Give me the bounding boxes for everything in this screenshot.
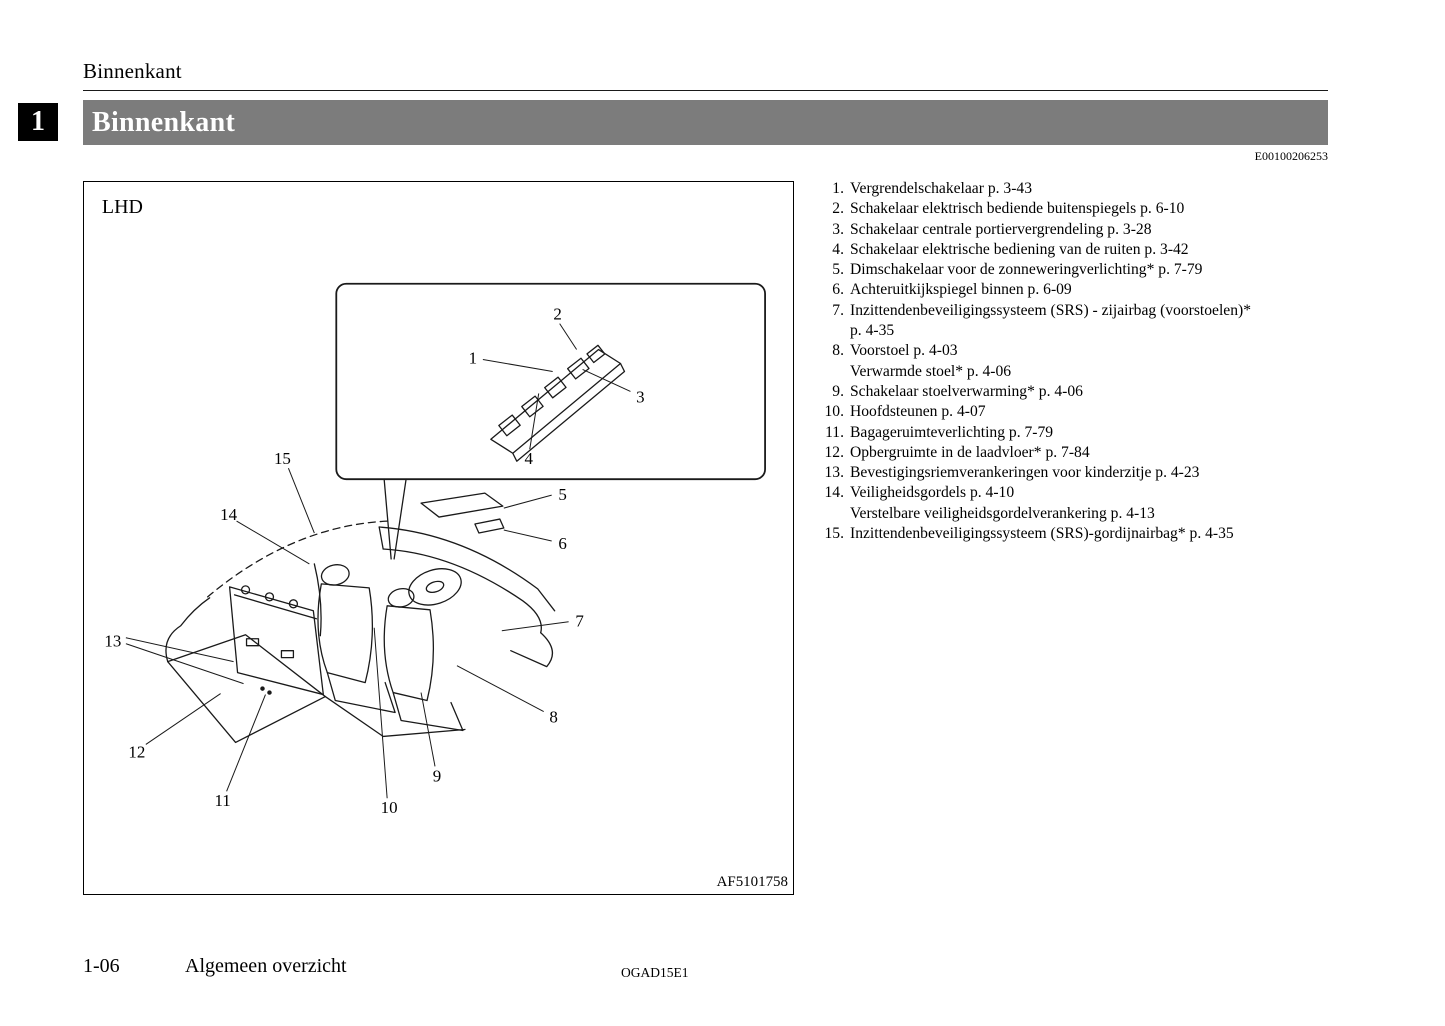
parts-list-item-number: 5. [832,261,844,279]
figure-callout-13: 13 [104,631,122,651]
figure-callout-12: 12 [128,742,146,762]
parts-list-item-line: Vergrendelschakelaar p. 3-43 [850,180,1032,197]
parts-list-item-number: 4. [832,240,844,258]
parts-list-item [816,443,1348,463]
parts-list-item-line: Schakelaar centrale portiervergrendeling p. 3-28 [850,220,1152,238]
parts-list-item-number: 14. [824,484,844,502]
parts-list-item-text [850,402,1348,422]
parts-list-item-text [850,463,1348,483]
parts-list-item-text [850,240,1348,260]
parts-list-item-line: Inzittendenbeveiligingssysteem (SRS)-gordijnairbag* p. 4-35 [850,525,1234,543]
child-seat-anchor [281,651,293,658]
parts-list [816,179,1348,544]
figure-callout-10: 10 [380,798,398,818]
figure-box [83,181,794,895]
figure-callout-6: 6 [558,533,567,553]
parts-list-item-number: 9. [832,382,844,400]
figure-callout-14: 14 [220,505,238,525]
figure-code: AF5101758 [716,874,789,891]
parts-list-item-text [850,199,1348,219]
parts-list-item-text [850,280,1348,300]
parts-list-item [816,423,1348,443]
section-banner-title: Binnenkant [92,106,236,138]
parts-list-item-text [850,179,1348,199]
parts-list-item-line: Inzittendenbeveiligingssysteem (SRS) - zijairbag (voorstoelen)* [850,301,1252,319]
parts-list-item-line: Voorstoel p. 4-03 [850,342,958,360]
parts-list-item [816,260,1348,280]
front-seat [384,606,433,701]
figure-drawing [84,182,793,894]
steering-wheel [404,562,466,611]
parts-list-item-number: 10. [824,403,844,421]
parts-list-item [816,240,1348,260]
parts-list-item-line: Schakelaar elektrisch bediende buitenspiegels p. 6-10 [850,200,1185,218]
parts-list-item [816,179,1348,199]
parts-list-item-text [850,524,1348,544]
callout-leader-lines [126,324,631,799]
parts-list-item-text [850,443,1348,463]
chapter-tab [18,103,58,141]
parts-list-item [816,341,1348,382]
figure-callout-7: 7 [575,611,584,631]
parts-list-item [816,402,1348,422]
front-seat [318,584,372,683]
parts-list-item-line: Hoofdsteunen p. 4-07 [850,403,986,421]
parts-list-item-number: 15. [824,525,844,543]
parts-list-item-line: Schakelaar elektrische bediening van de ruiten p. 3-42 [850,240,1189,258]
parts-list-item-line: Opbergruimte in de laadvloer* p. 7-84 [850,443,1090,461]
inset-connector-lines [384,479,406,559]
footer-section-title: Algemeen overzicht [185,955,347,977]
figure-variant-label: LHD [101,195,143,218]
parts-list-item [816,220,1348,240]
folded-rear-seatback [230,587,324,695]
figure-callout-15: 15 [273,449,291,469]
door-panel [511,633,553,667]
figure-callout-2: 2 [553,304,562,324]
window-switch-panel [491,345,625,461]
parts-list-item-line: p. 4-35 [850,322,895,340]
parts-list-item-line: Veiligheidsgordels p. 4-10 [850,484,1015,502]
header-rule [83,90,1328,91]
rearview-mirror [475,519,504,533]
parts-list-item-text [850,220,1348,240]
parts-list-item-text [850,423,1348,443]
parts-list-item-line: Bevestigingsriemverankeringen voor kinderzitje p. 4-23 [850,464,1200,482]
parts-list-item-number: 3. [832,220,844,238]
car-interior-drawing [166,284,765,743]
figure-callout-5: 5 [558,485,567,505]
parts-list-item-number: 7. [832,301,844,319]
figure-callout-4: 4 [524,449,533,469]
section-banner [83,100,1328,145]
parts-list-item-number: 13. [824,464,844,482]
parts-list-item-line: Schakelaar stoelverwarming* p. 4-06 [850,382,1083,400]
parts-list-item-number: 6. [832,281,844,299]
parts-list-item-line: Bagageruimteverlichting p. 7-79 [850,423,1054,441]
parts-list-item-number: 11. [825,423,844,441]
parts-list-item-line: Dimschakelaar voor de zonneweringverlichting* p. 7-79 [850,261,1203,279]
parts-list-item-number: 2. [832,200,844,218]
callout-labels [104,305,644,818]
parts-list-item-text [850,483,1348,524]
parts-list-item [816,524,1348,544]
parts-list-item [816,199,1348,219]
footer-page-number: 1-06 [83,955,120,977]
dashboard [383,549,541,633]
revision-code: E00100206253 [1254,149,1328,163]
curtain-airbag-line [208,521,389,597]
parts-list-item [816,280,1348,300]
body-outline [166,598,210,662]
parts-list-item [816,463,1348,483]
running-header-title: Binnenkant [83,59,182,83]
overhead-console [421,493,503,517]
figure-callout-3: 3 [636,387,645,407]
parts-list-item-text [850,301,1348,342]
figure-callout-9: 9 [432,766,442,786]
inset-detail-box [336,284,765,479]
parts-list-item-number: 8. [832,342,844,360]
figure-callout-1: 1 [468,348,478,368]
parts-list-item-line: Verwarmde stoel* p. 4-06 [850,362,1012,380]
parts-list-item-text [850,341,1348,382]
footer-doc-code: OGAD15E1 [621,965,689,980]
parts-list-item-number: 1. [832,180,844,197]
parts-list-item [816,483,1348,524]
figure-callout-8: 8 [549,707,558,727]
chapter-number: 1 [31,106,45,137]
luggage-light [261,687,264,690]
parts-list-item-text [850,382,1348,402]
parts-list-item-text [850,260,1348,280]
parts-list-item-line: Achteruitkijkspiegel binnen p. 6-09 [850,281,1072,299]
parts-list-item [816,382,1348,402]
parts-list-item-line: Verstelbare veiligheidsgordelverankering p. 4-13 [850,504,1155,522]
figure-callout-11: 11 [214,791,231,811]
parts-list-item [816,301,1348,342]
parts-list-item-number: 12. [824,443,844,461]
running-header [83,59,182,84]
